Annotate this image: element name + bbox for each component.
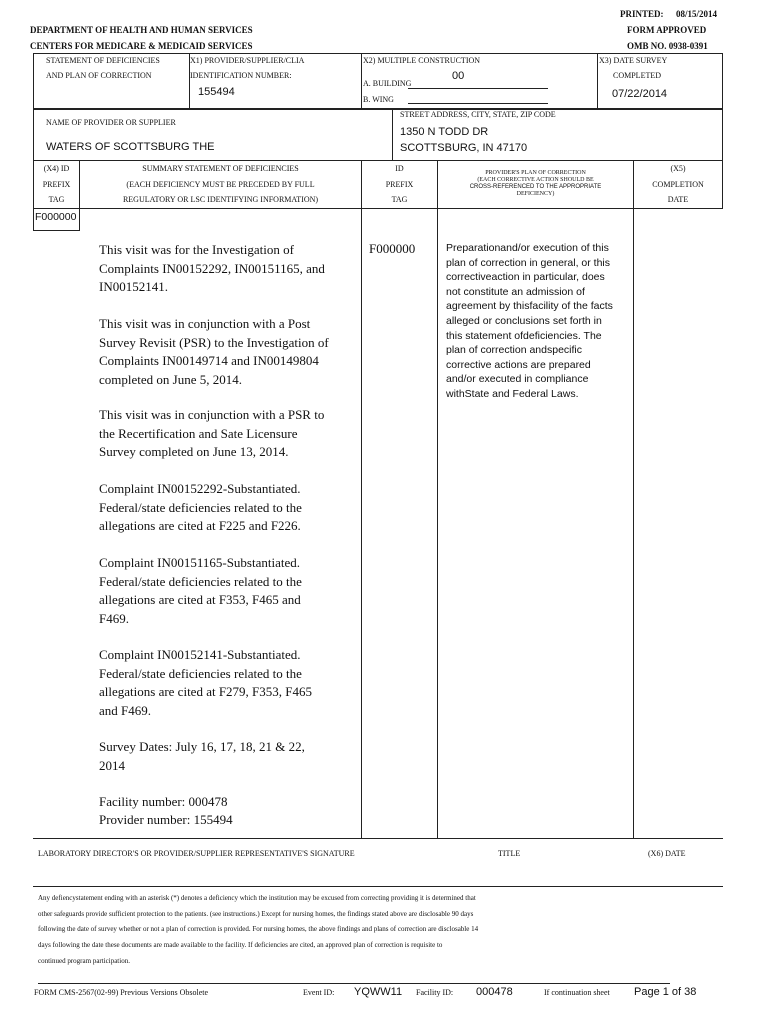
address-label: STREET ADDRESS, CITY, STATE, ZIP CODE: [400, 110, 556, 119]
printed-label: PRINTED:: [620, 9, 664, 19]
x5-header-line1: (X5): [670, 164, 686, 173]
x3-label-line2: COMPLETED: [613, 71, 661, 80]
x5-header-line3: DATE: [667, 195, 689, 204]
address-line1: 1350 N TODD DR: [400, 126, 489, 138]
disclaimer-line: Any defiencystatement ending with an asterisk (*) denotes a deficiency which the institution may be excused from correcting providing it is determined that: [38, 894, 476, 902]
provider-name: WATERS OF SCOTTSBURG THE: [46, 141, 215, 153]
x2-label: X2) MULTIPLE CONSTRUCTION: [363, 56, 481, 65]
summary-paragraph: This visit was for the Investigation of Complaints IN00152292, IN00151165, and IN00152141.: [99, 242, 325, 295]
summary-header-line1: SUMMARY STATEMENT OF DEFICIENCIES: [142, 164, 299, 173]
disclaimer-line: continued program participation.: [38, 957, 130, 965]
form-approved: FORM APPROVED: [627, 25, 707, 35]
page-number: Page 1 of 38: [634, 986, 697, 998]
id-header-line3: TAG: [391, 195, 408, 204]
x1-label-line1: X1) PROVIDER/SUPPLIER/CLIA: [190, 56, 305, 65]
x4-header-line3: TAG: [48, 195, 65, 204]
summary-paragraph: Complaint IN00152292-Substantiated. Federal/state deficiencies related to the allegations are cited at F225 and F226.: [99, 481, 302, 534]
wing-label: B. WING: [363, 95, 394, 104]
provider-id-number: 155494: [198, 86, 235, 98]
provider-name-label: NAME OF PROVIDER OR SUPPLIER: [46, 118, 176, 127]
disclaimer-line: other safeguards provide sufficient protection to the patients. (see instructions.) Except for nursing homes, the findings stated above are disclosable 90 days: [38, 910, 474, 918]
facility-id-label: Facility ID:: [416, 988, 454, 997]
form-number: FORM CMS-2567(02-99) Previous Versions Obsolete: [34, 988, 209, 997]
statement-label-line2: AND PLAN OF CORRECTION: [46, 71, 152, 80]
plan-header-line1: PROVIDER'S PLAN OF CORRECTION: [485, 170, 586, 176]
disclaimer-line: days following the date these documents are made available to the facility. If deficiencies are cited, an approved plan of correction is requisite to: [38, 941, 443, 949]
summary-paragraph: Survey Dates: July 16, 17, 18, 21 & 22, 2014: [99, 739, 305, 773]
printed-date: 08/15/2014: [676, 9, 718, 19]
plan-of-correction-text: Preparationand/or execution of this plan of correction in general, or this correctiveaction in particular, does not constitute an admission of agreement by thisfacility of the facts alleged or conclusions set forth in this statement ofdeficiencies. The plan of correction andspecific corrective actions are prepared and/or executed in compliance withState and Federal Laws.: [446, 242, 613, 400]
summary-paragraph: Complaint IN00151165-Substantiated. Federal/state deficiencies related to the allegations are cited at F353, F465 and F469.: [99, 555, 302, 626]
summary-paragraph: This visit was in conjunction with a Post Survey Revisit (PSR) to the Investigation of Complaints IN00149714 and IN00149804 completed on June 5, 2014.: [99, 316, 329, 387]
omb-number: OMB NO. 0938-0391: [627, 41, 708, 51]
title-label: TITLE: [498, 849, 521, 858]
plan-header-line2: (EACH CORRECTIVE ACTION SHOULD BE: [477, 177, 594, 183]
summary-paragraph: Complaint IN00152141-Substantiated. Federal/state deficiencies related to the allegations are cited at F279, F353, F465 and F469.: [99, 647, 313, 718]
x1-label-line2: IDENTIFICATION NUMBER:: [190, 71, 292, 80]
disclaimer-line: following the date of survey whether or not a plan of correction is provided. For nursing homes, the above findings and plans of correction are disclosable 14: [38, 925, 479, 933]
event-id-label: Event ID:: [303, 988, 335, 997]
x6-date-label: (X6) DATE: [648, 849, 686, 858]
plan-header-line4: DEFICIENCY): [516, 191, 555, 197]
summary-paragraph: Facility number: 000478: [99, 794, 228, 809]
facility-id-value: 000478: [476, 986, 513, 998]
address-line2: SCOTTSBURG, IN 47170: [400, 142, 528, 154]
summary-paragraph: This visit was in conjunction with a PSR to the Recertification and Sate Licensure Survey completed on June 13, 2014.: [99, 407, 325, 460]
building-label: A. BUILDING: [363, 79, 412, 88]
building-value: 00: [452, 70, 465, 82]
id-header-line1: ID: [395, 164, 404, 173]
plan-header-line3: CROSS-REFERENCED TO THE APPROPRIATE: [469, 184, 602, 190]
left-prefix-tag: F000000: [35, 211, 77, 223]
x4-header-line2: PREFIX: [42, 180, 71, 189]
continuation-label: If continuation sheet: [544, 988, 610, 997]
statement-label-line1: STATEMENT OF DEFICIENCIES: [46, 56, 160, 65]
id-prefix-tag: F000000: [369, 241, 416, 256]
centers-title: CENTERS FOR MEDICARE & MEDICAID SERVICES: [30, 41, 253, 51]
summary-header-line2: (EACH DEFICIENCY MUST BE PRECEDED BY FULL: [126, 180, 315, 189]
department-title: DEPARTMENT OF HEALTH AND HUMAN SERVICES: [30, 25, 253, 35]
id-header-line2: PREFIX: [385, 180, 414, 189]
x4-header-line1: (X4) ID: [43, 164, 70, 173]
summary-header-line3: REGULATORY OR LSC IDENTIFYING INFORMATION): [122, 195, 319, 204]
signature-label: LABORATORY DIRECTOR'S OR PROVIDER/SUPPLIER REPRESENTATIVE'S SIGNATURE: [38, 849, 355, 858]
x5-header-line2: COMPLETION: [652, 180, 704, 189]
survey-completed-date: 07/22/2014: [612, 88, 668, 100]
summary-paragraph: Provider number: 155494: [99, 812, 233, 827]
x3-label-line1: X3) DATE SURVEY: [599, 56, 668, 65]
event-id-value: YQWW11: [354, 986, 403, 998]
